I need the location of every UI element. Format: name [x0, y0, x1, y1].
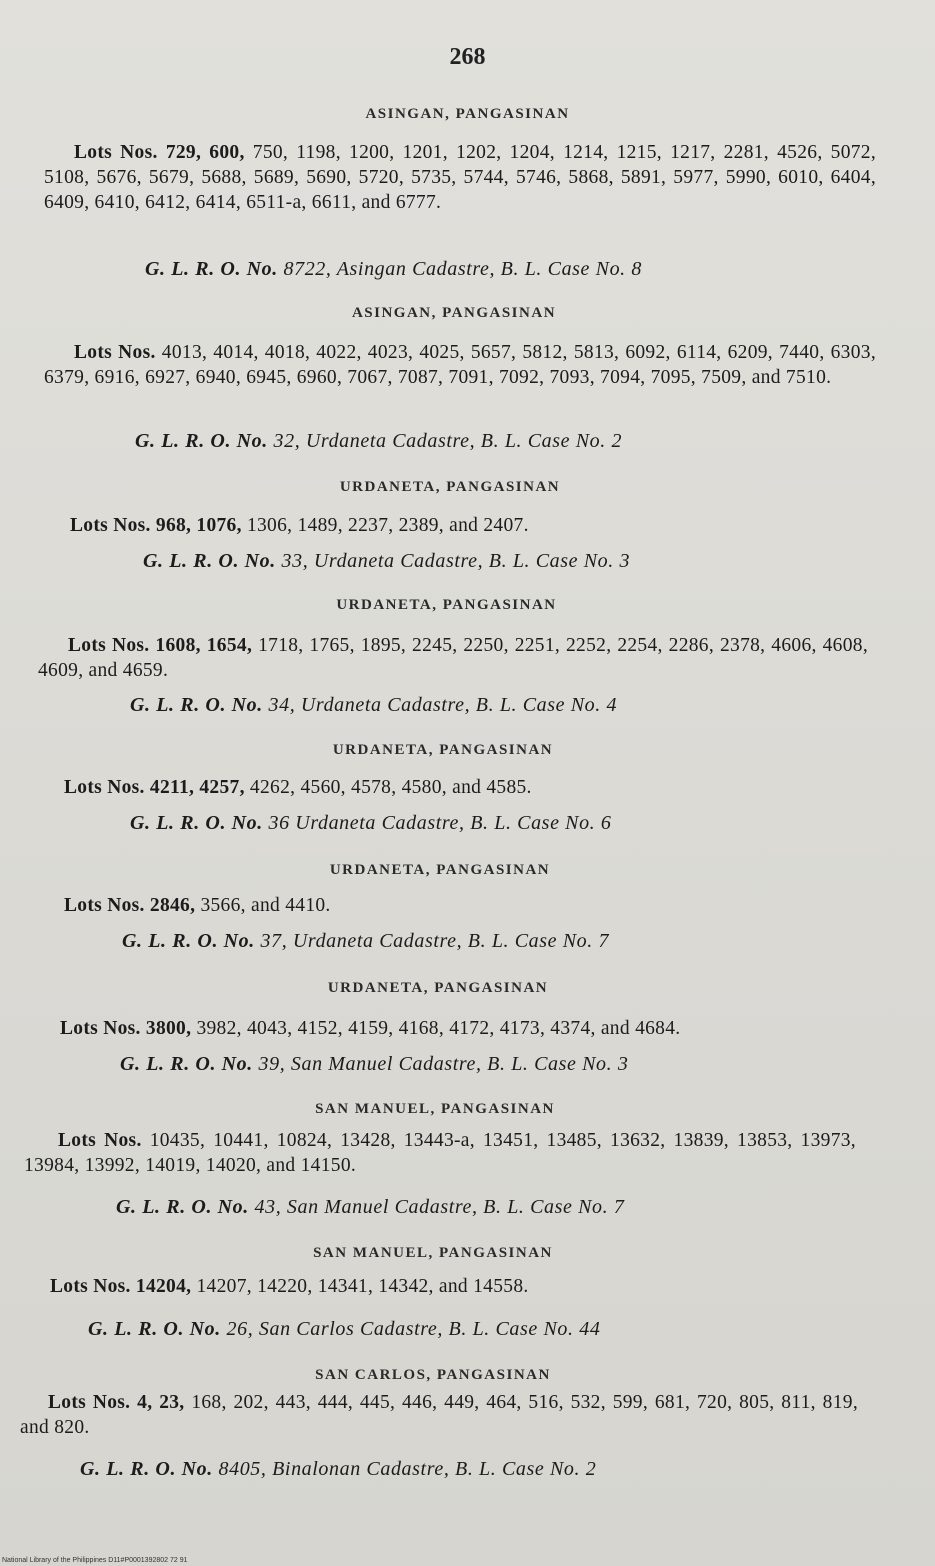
glro-detail: 8722, Asingan Cadastre, B. L. Case No. 8: [277, 258, 642, 280]
lots-paragraph: [20, 1390, 858, 1440]
section-heading: [0, 305, 908, 322]
location-heading: ASINGAN, PANGASINAN: [351, 305, 557, 321]
lots-bold: 968, 1076,: [150, 515, 242, 536]
lot-entry: [50, 1274, 870, 1299]
lots-bold: 729, 600,: [157, 142, 245, 163]
glro-prefix: G. L. R. O. No.: [135, 430, 268, 452]
lots-paragraph: [50, 1274, 870, 1299]
lot-entry: [64, 775, 864, 800]
lots-list: 14207, 14220, 14341, 14342, and 14558.: [191, 1276, 529, 1297]
lots-list: 3566, and 4410.: [195, 895, 331, 916]
section-heading: [0, 980, 876, 997]
section-heading: [0, 742, 886, 759]
glro-line: [130, 694, 617, 717]
glro-prefix: G. L. R. O. No.: [116, 1196, 249, 1218]
lots-lead: Lots Nos.: [60, 1018, 141, 1039]
lots-list: 4013, 4014, 4018, 4022, 4023, 4025, 5657, 5812, 5813, 6092, 6114, 6209, 7440, 6303, 6379, 6916, 6927, 6940, 6945, 6960, 7067, 7087, 7091, 7092, 7093, 7094, 7095, 7509, and 7510.: [44, 342, 876, 388]
lot-entry: [24, 1128, 856, 1178]
glro-prefix: G. L. R. O. No.: [143, 550, 276, 572]
lot-entry: [60, 1016, 870, 1041]
lots-lead: Lots Nos.: [64, 777, 145, 798]
glro-line: [145, 258, 642, 281]
page-number: 268: [449, 44, 486, 70]
glro-detail: 36 Urdaneta Cadastre, B. L. Case No. 6: [262, 812, 612, 834]
glro-line: [116, 1196, 624, 1219]
glro-line: [143, 550, 630, 573]
lots-bold: 2846,: [144, 895, 196, 916]
section-heading: [0, 597, 893, 614]
lots-bold: 14204,: [130, 1276, 192, 1297]
glro-line: [88, 1318, 600, 1341]
lots-lead: Lots Nos.: [50, 1276, 131, 1297]
lots-bold: 1608, 1654,: [149, 635, 253, 656]
lots-lead: Lots Nos.: [74, 342, 156, 363]
scan-footer: National Library of the Philippines D11#P0001392802 72 91: [2, 1557, 188, 1564]
lots-paragraph: [60, 1016, 870, 1041]
glro-line: [130, 812, 612, 835]
lots-lead: Lots Nos.: [58, 1130, 142, 1151]
lots-list: 3982, 4043, 4152, 4159, 4168, 4172, 4173, 4374, and 4684.: [191, 1018, 681, 1039]
lots-list: 4262, 4560, 4578, 4580, and 4585.: [244, 777, 532, 798]
lot-entry: [64, 893, 864, 918]
glro-detail: 26, San Carlos Cadastre, B. L. Case No. 44: [220, 1318, 601, 1340]
glro-detail: 8405, Binalonan Cadastre, B. L. Case No. 2: [212, 1458, 597, 1480]
lot-entry: [70, 513, 870, 538]
glro-line: [80, 1458, 596, 1481]
glro-prefix: G. L. R. O. No.: [88, 1318, 221, 1340]
glro-prefix: G. L. R. O. No.: [145, 258, 278, 280]
lots-paragraph: [38, 633, 868, 683]
location-heading: URDANETA, PANGASINAN: [327, 980, 549, 996]
glro-detail: 43, San Manuel Cadastre, B. L. Case No. 7: [248, 1196, 625, 1218]
lot-entry: [44, 340, 876, 390]
glro-prefix: G. L. R. O. No.: [80, 1458, 213, 1480]
glro-prefix: G. L. R. O. No.: [120, 1053, 253, 1075]
location-heading: ASINGAN, PANGASINAN: [365, 106, 570, 122]
lot-entry: [20, 1390, 858, 1440]
lots-paragraph: [44, 140, 876, 215]
glro-line: [120, 1053, 628, 1076]
lots-paragraph: [70, 513, 870, 538]
lots-paragraph: [24, 1128, 856, 1178]
lots-bold: 3800,: [140, 1018, 192, 1039]
lots-list: 750, 1198, 1200, 1201, 1202, 1204, 1214, 1215, 1217, 2281, 4526, 5072, 5108, 5676, 5679, 5688, 5689, 5690, 5720, 5735, 5744, 5746, 5868, 5891, 5977, 5990, 6010, 6404, 6409, 6410, 6412, 6414, 6511-a, 6611, and 6777.: [44, 142, 877, 213]
location-heading: SAN MANUEL, PANGASINAN: [315, 1101, 555, 1117]
section-heading: [0, 1367, 866, 1384]
glro-detail: 37, Urdaneta Cadastre, B. L. Case No. 7: [254, 930, 610, 952]
lots-list: 168, 202, 443, 444, 445, 446, 449, 464, 516, 532, 599, 681, 720, 805, 811, 819, and 820.: [20, 1392, 858, 1438]
section-heading: [0, 106, 935, 123]
location-heading: SAN CARLOS, PANGASINAN: [315, 1367, 551, 1383]
lots-paragraph: [64, 775, 864, 800]
glro-prefix: G. L. R. O. No.: [130, 694, 263, 716]
lots-paragraph: [44, 340, 876, 390]
lots-lead: Lots Nos.: [70, 515, 151, 536]
lots-bold: 4, 23,: [130, 1392, 185, 1413]
lots-list: 1718, 1765, 1895, 2245, 2250, 2251, 2252, 2254, 2286, 2378, 4606, 4608, 4609, and 4659.: [38, 635, 868, 681]
section-heading: [0, 862, 880, 879]
glro-detail: 32, Urdaneta Cadastre, B. L. Case No. 2: [267, 430, 623, 452]
lot-entry: [38, 633, 868, 683]
glro-detail: 33, Urdaneta Cadastre, B. L. Case No. 3: [275, 550, 631, 572]
glro-prefix: G. L. R. O. No.: [130, 812, 263, 834]
lots-list: 1306, 1489, 2237, 2389, and 2407.: [241, 515, 529, 536]
glro-prefix: G. L. R. O. No.: [122, 930, 255, 952]
location-heading: URDANETA, PANGASINAN: [329, 862, 551, 878]
location-heading: URDANETA, PANGASINAN: [336, 597, 557, 613]
lots-lead: Lots Nos.: [74, 142, 158, 163]
glro-line: [135, 430, 622, 453]
glro-detail: 39, San Manuel Cadastre, B. L. Case No. 3: [252, 1053, 629, 1075]
lots-list: 10435, 10441, 10824, 13428, 13443-a, 13451, 13485, 13632, 13839, 13853, 13973, 13984, 13992, 14019, 14020, and 14150.: [24, 1130, 856, 1176]
lot-entry: [44, 140, 876, 215]
glro-line: [122, 930, 609, 953]
lots-lead: Lots Nos.: [48, 1392, 131, 1413]
section-heading: [0, 1245, 866, 1262]
lots-lead: Lots Nos.: [64, 895, 145, 916]
location-heading: SAN MANUEL, PANGASINAN: [313, 1245, 553, 1261]
lots-paragraph: [64, 893, 864, 918]
lots-lead: Lots Nos.: [68, 635, 150, 656]
lots-bold: 4211, 4257,: [144, 777, 245, 798]
section-heading: [0, 1101, 870, 1118]
glro-detail: 34, Urdaneta Cadastre, B. L. Case No. 4: [262, 694, 618, 716]
location-heading: URDANETA, PANGASINAN: [332, 742, 554, 758]
section-heading: [0, 479, 900, 496]
location-heading: URDANETA, PANGASINAN: [339, 479, 561, 495]
